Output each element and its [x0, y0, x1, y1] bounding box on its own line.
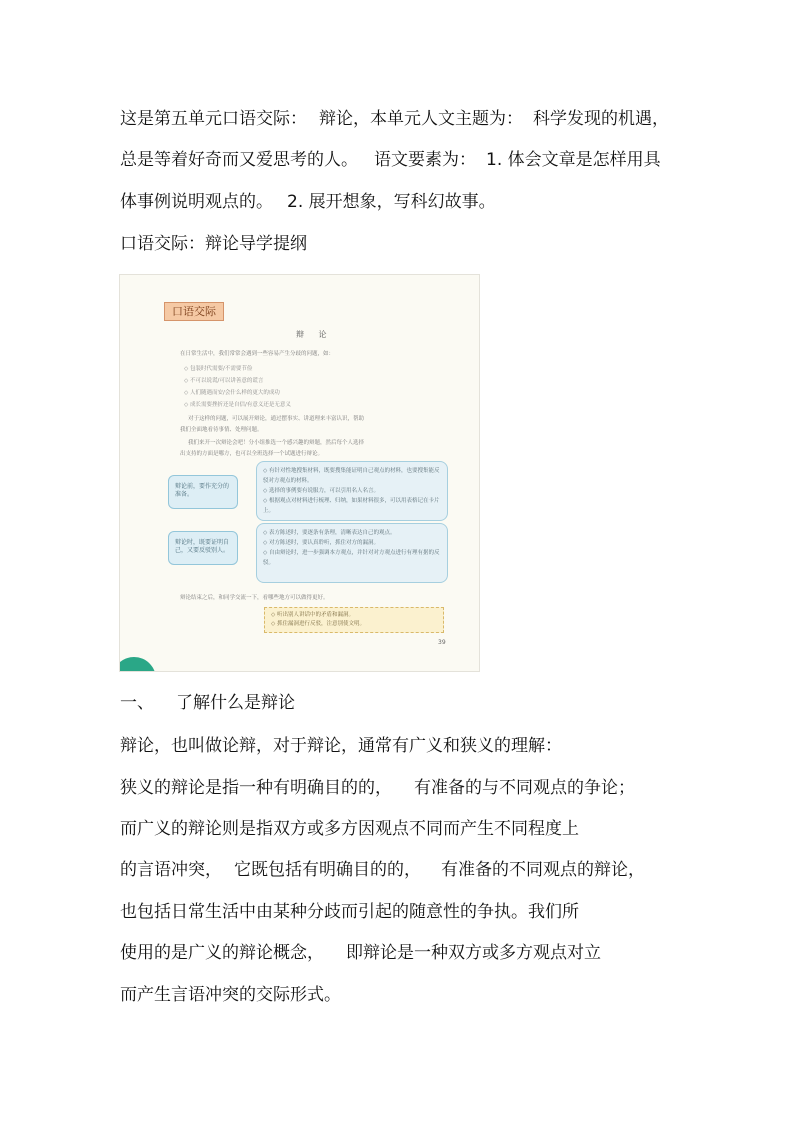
- body-line: 也包括日常生活中由某种分歧而引起的随意性的争执。我们所: [120, 902, 579, 922]
- section-number: 一、: [120, 693, 154, 713]
- section-1-heading: [120, 695, 295, 712]
- intro-text: 科学发现的机遇，: [533, 109, 669, 129]
- textbook-sidebox-during: 辩论时，既要证明自己，又要反驳别人。: [168, 531, 238, 565]
- outline-title: 口语交际：辩论导学提纲: [120, 234, 307, 254]
- textbook-sidebox-before: 辩论前，要作充分的准备。: [168, 475, 238, 509]
- textbook-para: 对于这样的问题，可以展开辩论，通过摆事实、讲道理来丰富认识，帮助: [188, 416, 365, 422]
- textbook-box-item: ◇ 根据观点对材料进行梳理、归纳，如果材料很多，可以用表格记在卡片上。: [263, 498, 440, 514]
- intro-line-1: [120, 111, 669, 128]
- textbook-bullet: ◇ 包装时代需要/不需要节俭: [184, 366, 253, 372]
- intro-text: 这是第五单元口语交际：: [120, 109, 307, 129]
- intro-text: 1. 体会文章是怎样用具: [486, 150, 661, 170]
- intro-text: 总是等着好奇而又爱思考的人。: [120, 150, 358, 170]
- section-title: 了解什么是辩论: [176, 693, 295, 713]
- textbook-note-box: [264, 607, 444, 633]
- body-line: 辩论，也叫做论辩，对于辩论，通常有广义和狭义的理解：: [120, 736, 562, 756]
- textbook-corner-circle: [119, 657, 156, 672]
- body-line: 使用的是广义的辩论概念， 即辩论是一种双方或多方观点对立: [120, 943, 601, 963]
- textbook-para: 出支持的方面是哪方，也可以全班选择一个试题进行辩论。: [180, 451, 324, 457]
- intro-text: 2. 展开想象，写科幻故事。: [287, 192, 496, 212]
- body-line: 狭义的辩论是指一种有明确目的的， 有准备的与不同观点的争论；: [120, 778, 635, 798]
- textbook-tag: 口语交际: [164, 302, 224, 321]
- textbook-box-during: [256, 523, 448, 583]
- textbook-box-item: ◇ 对方陈述时，要认真聆听，抓住对方的漏洞。: [263, 540, 379, 546]
- textbook-box-item: ◇ 有针对性地搜集材料，既要搜集能证明自己观点的材料，也要搜集能反驳对方观点的材料。: [263, 468, 440, 484]
- intro-line-3: [120, 194, 496, 211]
- body-line: 的言语冲突， 它既包括有明确目的的， 有准备的不同观点的辩论，: [120, 860, 645, 880]
- textbook-para: 我们全面地看待事情、处理问题。: [180, 427, 263, 433]
- textbook-intro: 在日常生活中，我们常常会遇到一些容易产生分歧的问题，如：: [180, 351, 335, 357]
- textbook-page-image: [119, 274, 480, 672]
- body-line: 而广义的辩论则是指双方或多方因观点不同而产生不同程度上: [120, 819, 579, 839]
- textbook-after: 辩论结束之后，和同学交流一下，看哪些地方可以做得更好。: [180, 595, 329, 601]
- intro-line-2: [120, 152, 661, 169]
- textbook-bullet: ◇ 成长需要挫折还是自信/有意义还是无意义: [184, 402, 291, 408]
- body-line: 而产生言语冲突的交际形式。: [120, 985, 341, 1005]
- intro-text: 体事例说明观点的。: [120, 192, 273, 212]
- textbook-note-item: ◇ 抓住漏洞进行反驳，注意别使文明。: [271, 621, 365, 627]
- textbook-para: 我们来开一次辩论会吧！分小组推选一个感兴趣的辩题，然后每个人选择: [188, 440, 365, 446]
- textbook-page-number: 39: [438, 639, 446, 646]
- intro-text: 语文要素为：: [374, 150, 476, 170]
- textbook-title: 辩 论: [296, 330, 333, 339]
- textbook-box-item: ◇ 自由辩论时，进一步强调本方观点，并针对对方观点进行有理有据的反驳。: [263, 550, 440, 566]
- textbook-note-item: ◇ 听出别人讲话中的矛盾和漏洞。: [271, 612, 354, 618]
- textbook-box-before: [256, 461, 448, 521]
- intro-text: 辩论，本单元人文主题为：: [319, 109, 523, 129]
- textbook-bullet: ◇ 人们随遇而安/会什么样的更大的成功: [184, 390, 280, 396]
- textbook-bullet: ◇ 不可以说谎/可以讲善意的谎言: [184, 378, 264, 384]
- textbook-box-item: ◇ 表方陈述时，要逐条有条理，清晰表达自己的观点。: [263, 530, 396, 536]
- textbook-box-item: ◇ 选择的事例要有说服力，可以引用名人名言。: [263, 488, 379, 494]
